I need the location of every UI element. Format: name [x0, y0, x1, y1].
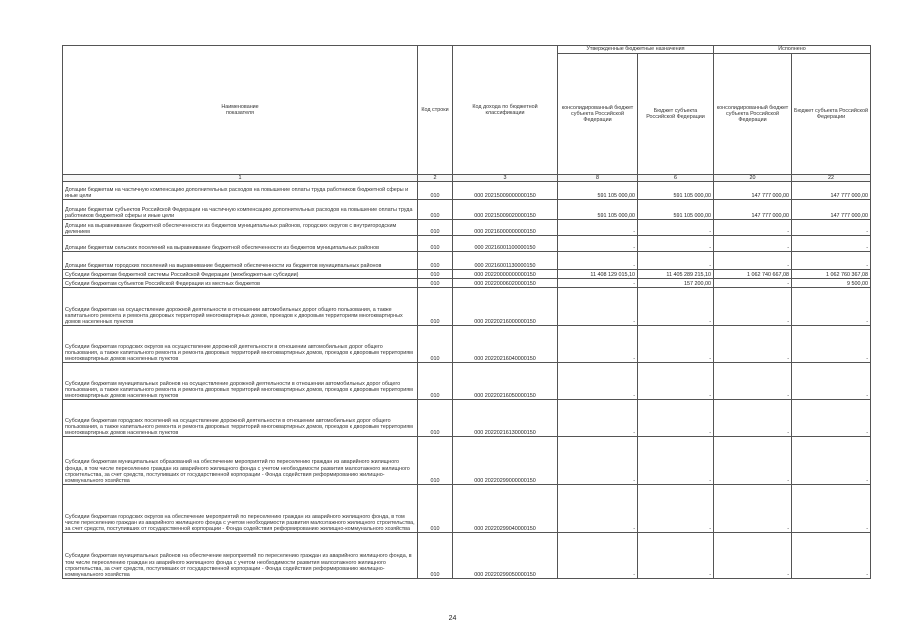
row-value-4: - [792, 288, 871, 326]
row-value-2: - [638, 326, 714, 363]
row-value-2: - [638, 288, 714, 326]
row-value-3: - [714, 236, 792, 252]
row-line: 010 [418, 533, 453, 579]
row-line: 010 [418, 288, 453, 326]
row-code: 000 20220000000000150 [453, 270, 558, 279]
column-number: 3 [453, 175, 558, 182]
row-code: 000 20216000000000150 [453, 220, 558, 236]
row-code: 000 20220299000000150 [453, 437, 558, 485]
row-value-1: - [558, 236, 638, 252]
header-consolidated: консолидированный бюджет субъекта Российской Федерации [558, 54, 638, 175]
column-number-row [63, 175, 871, 182]
table-row [63, 288, 871, 326]
table-row [63, 485, 871, 533]
row-value-3: - [714, 252, 792, 270]
row-value-1: - [558, 485, 638, 533]
header-group-approved: Утвержденные бюджетные назначения [558, 46, 714, 54]
row-name: Дотации бюджетам сельских поселений на выравнивание бюджетной обеспеченности из бюджетов муниципальных районов [63, 236, 418, 252]
row-code: 000 20216001100000150 [453, 236, 558, 252]
row-value-1: - [558, 363, 638, 400]
row-name: Дотации бюджетам субъектов Российской Федерации на частичную компенсацию дополнительных расходов на повышение оплаты труда работников бюджетной сферы и иные цели [63, 200, 418, 220]
row-line: 010 [418, 236, 453, 252]
budget-report-table [62, 45, 871, 579]
row-value-3: - [714, 400, 792, 437]
header-group-executed: Исполнено [714, 46, 871, 54]
row-value-4: 147 777 000,00 [792, 182, 871, 200]
header-line-code: Код строки [418, 46, 453, 175]
row-code: 000 20220299040000150 [453, 485, 558, 533]
row-value-3: - [714, 279, 792, 288]
row-name: Дотации бюджетам на частичную компенсацию дополнительных расходов на повышение оплаты труда работников бюджетной сферы и иные цели [63, 182, 418, 200]
row-code: 000 20220006020000150 [453, 279, 558, 288]
row-value-2: - [638, 363, 714, 400]
row-value-4: 1 062 760 367,08 [792, 270, 871, 279]
row-name: Дотации бюджетам городских поселений на выравнивание бюджетной обеспеченности из бюджетов муниципальных районов [63, 252, 418, 270]
row-value-2: - [638, 485, 714, 533]
row-line: 010 [418, 252, 453, 270]
row-value-4: - [792, 252, 871, 270]
row-value-2: - [638, 236, 714, 252]
row-value-3: - [714, 220, 792, 236]
row-value-1: - [558, 279, 638, 288]
row-line: 010 [418, 279, 453, 288]
row-value-3: 147 777 000,00 [714, 200, 792, 220]
header-income-code: Код дохода по бюджетной классификации [453, 46, 558, 175]
row-line: 010 [418, 326, 453, 363]
column-number: 20 [714, 175, 792, 182]
table-row [63, 363, 871, 400]
table-row [63, 400, 871, 437]
table-row [63, 220, 871, 236]
row-value-2: 591 105 000,00 [638, 182, 714, 200]
row-code: 000 20220216130000150 [453, 400, 558, 437]
table-row [63, 236, 871, 252]
row-value-4: - [792, 236, 871, 252]
table-row [63, 270, 871, 279]
row-value-4: - [792, 400, 871, 437]
row-value-2: - [638, 533, 714, 579]
row-name: Субсидии бюджетам бюджетной системы Российской Федерации (межбюджетные субсидии) [63, 270, 418, 279]
column-number: 6 [638, 175, 714, 182]
row-value-4: - [792, 220, 871, 236]
row-value-2: 11 405 289 215,10 [638, 270, 714, 279]
row-name: Субсидии бюджетам на осуществление дорожной деятельности в отношении автомобильных дорог общего пользования, а также капитального ремонта и ремонта дворовых территорий многоквартирных домов, проездов к дворовым территориям многоквартирных домов населенных пунктов [63, 288, 418, 326]
row-code: 000 20220216050000150 [453, 363, 558, 400]
row-name: Субсидии бюджетам муниципальных районов на обеспечение мероприятий по переселению граждан из аварийного жилищного фонда, в том числе переселению граждан из аварийного жилищного фонда с учетом необходимости развития малоэтажного жилищного строительства, за счет средств, поступивших от государственной корпорации - Фонда содействия реформированию жилищно-коммунального хозяйства [63, 533, 418, 579]
row-value-1: - [558, 220, 638, 236]
row-value-2: 591 105 000,00 [638, 200, 714, 220]
row-code: 000 20215009020000150 [453, 200, 558, 220]
row-code: 000 20220299050000150 [453, 533, 558, 579]
table-row [63, 200, 871, 220]
row-value-1: - [558, 533, 638, 579]
table-row [63, 279, 871, 288]
row-line: 010 [418, 182, 453, 200]
row-value-3: - [714, 326, 792, 363]
row-line: 010 [418, 363, 453, 400]
table-row [63, 182, 871, 200]
row-line: 010 [418, 220, 453, 236]
row-value-4: - [792, 437, 871, 485]
row-value-3: 147 777 000,00 [714, 182, 792, 200]
row-value-4: 9 500,00 [792, 279, 871, 288]
row-line: 010 [418, 200, 453, 220]
header-subject-exec: Бюджет субъекта Российской Федерации [792, 54, 871, 175]
row-value-4: - [792, 485, 871, 533]
row-value-2: - [638, 220, 714, 236]
column-number: 22 [792, 175, 871, 182]
row-value-2: - [638, 252, 714, 270]
column-number: 8 [558, 175, 638, 182]
row-value-3: - [714, 485, 792, 533]
header-consolidated-exec: консолидированный бюджет субъекта Российской Федерации [714, 54, 792, 175]
table-row [63, 533, 871, 579]
row-line: 010 [418, 485, 453, 533]
row-value-4: 147 777 000,00 [792, 200, 871, 220]
row-value-2: 157 200,00 [638, 279, 714, 288]
row-value-3: 1 062 740 667,08 [714, 270, 792, 279]
row-value-3: - [714, 363, 792, 400]
row-value-1: 591 105 000,00 [558, 182, 638, 200]
row-value-4: - [792, 326, 871, 363]
row-code: 000 20220216040000150 [453, 326, 558, 363]
row-value-1: - [558, 437, 638, 485]
row-code: 000 20220216000000150 [453, 288, 558, 326]
row-value-3: - [714, 288, 792, 326]
row-value-2: - [638, 400, 714, 437]
row-value-1: 591 105 000,00 [558, 200, 638, 220]
row-value-1: - [558, 400, 638, 437]
table-row [63, 252, 871, 270]
row-value-4: - [792, 363, 871, 400]
row-value-3: - [714, 437, 792, 485]
row-name: Дотации на выравнивание бюджетной обеспеченности из бюджетов муниципальных районов, городских округов с внутригородским делением [63, 220, 418, 236]
page-number: 24 [448, 615, 457, 622]
header-subject: Бюджет субъекта Российской Федерации [638, 54, 714, 175]
row-name: Субсидии бюджетам муниципальных районов на осуществление дорожной деятельности в отношении автомобильных дорог общего пользования, а также капитального ремонта и ремонта дворовых территорий многоквартирных домов, проездов к дворовым территориям многоквартирных домов населенных пунктов [63, 363, 418, 400]
row-value-1: 11 408 129 015,10 [558, 270, 638, 279]
row-value-3: - [714, 533, 792, 579]
row-value-2: - [638, 437, 714, 485]
row-name: Субсидии бюджетам субъектов Российской Федерации из местных бюджетов [63, 279, 418, 288]
row-line: 010 [418, 270, 453, 279]
row-name: Субсидии бюджетам городских округов на осуществление дорожной деятельности в отношении автомобильных дорог общего пользования, а также капитального ремонта и ремонта дворовых территорий многоквартирных домов, проездов к дворовым территориям многоквартирных домов населенных пунктов [63, 326, 418, 363]
table-row [63, 437, 871, 485]
row-name: Субсидии бюджетам муниципальных образований на обеспечение мероприятий по переселению граждан из аварийного жилищного фонда, в том числе переселению граждан из аварийного жилищного фонда с учетом необходимости развития малоэтажного жилищного строительства, за счет средств, поступивших от государственной корпорации - Фонда содействия реформированию жилищно-коммунального хозяйства [63, 437, 418, 485]
row-code: 000 20215009000000150 [453, 182, 558, 200]
header-group-row [63, 46, 871, 54]
row-value-4: - [792, 533, 871, 579]
row-value-1: - [558, 288, 638, 326]
row-line: 010 [418, 400, 453, 437]
row-line: 010 [418, 437, 453, 485]
row-value-1: - [558, 326, 638, 363]
row-code: 000 20216001130000150 [453, 252, 558, 270]
row-name: Субсидии бюджетам городских округов на обеспечение мероприятий по переселению граждан из аварийного жилищного фонда, в том числе переселению граждан из аварийного жилищного фонда с учетом необходимости развития малоэтажного жилищного строительства, за счет средств, поступивших от государственной корпорации - Фонда содействия реформированию жилищно-коммунального хозяйства [63, 485, 418, 533]
column-number: 1 [63, 175, 418, 182]
column-number: 2 [418, 175, 453, 182]
row-value-1: - [558, 252, 638, 270]
header-name: Наименование показателя [63, 46, 418, 175]
row-name: Субсидии бюджетам городских поселений на осуществление дорожной деятельности в отношении автомобильных дорог общего пользования, а также капитального ремонта и ремонта дворовых территорий многоквартирных домов, проездов к дворовым территориям многоквартирных домов населенных пунктов [63, 400, 418, 437]
table-row [63, 326, 871, 363]
